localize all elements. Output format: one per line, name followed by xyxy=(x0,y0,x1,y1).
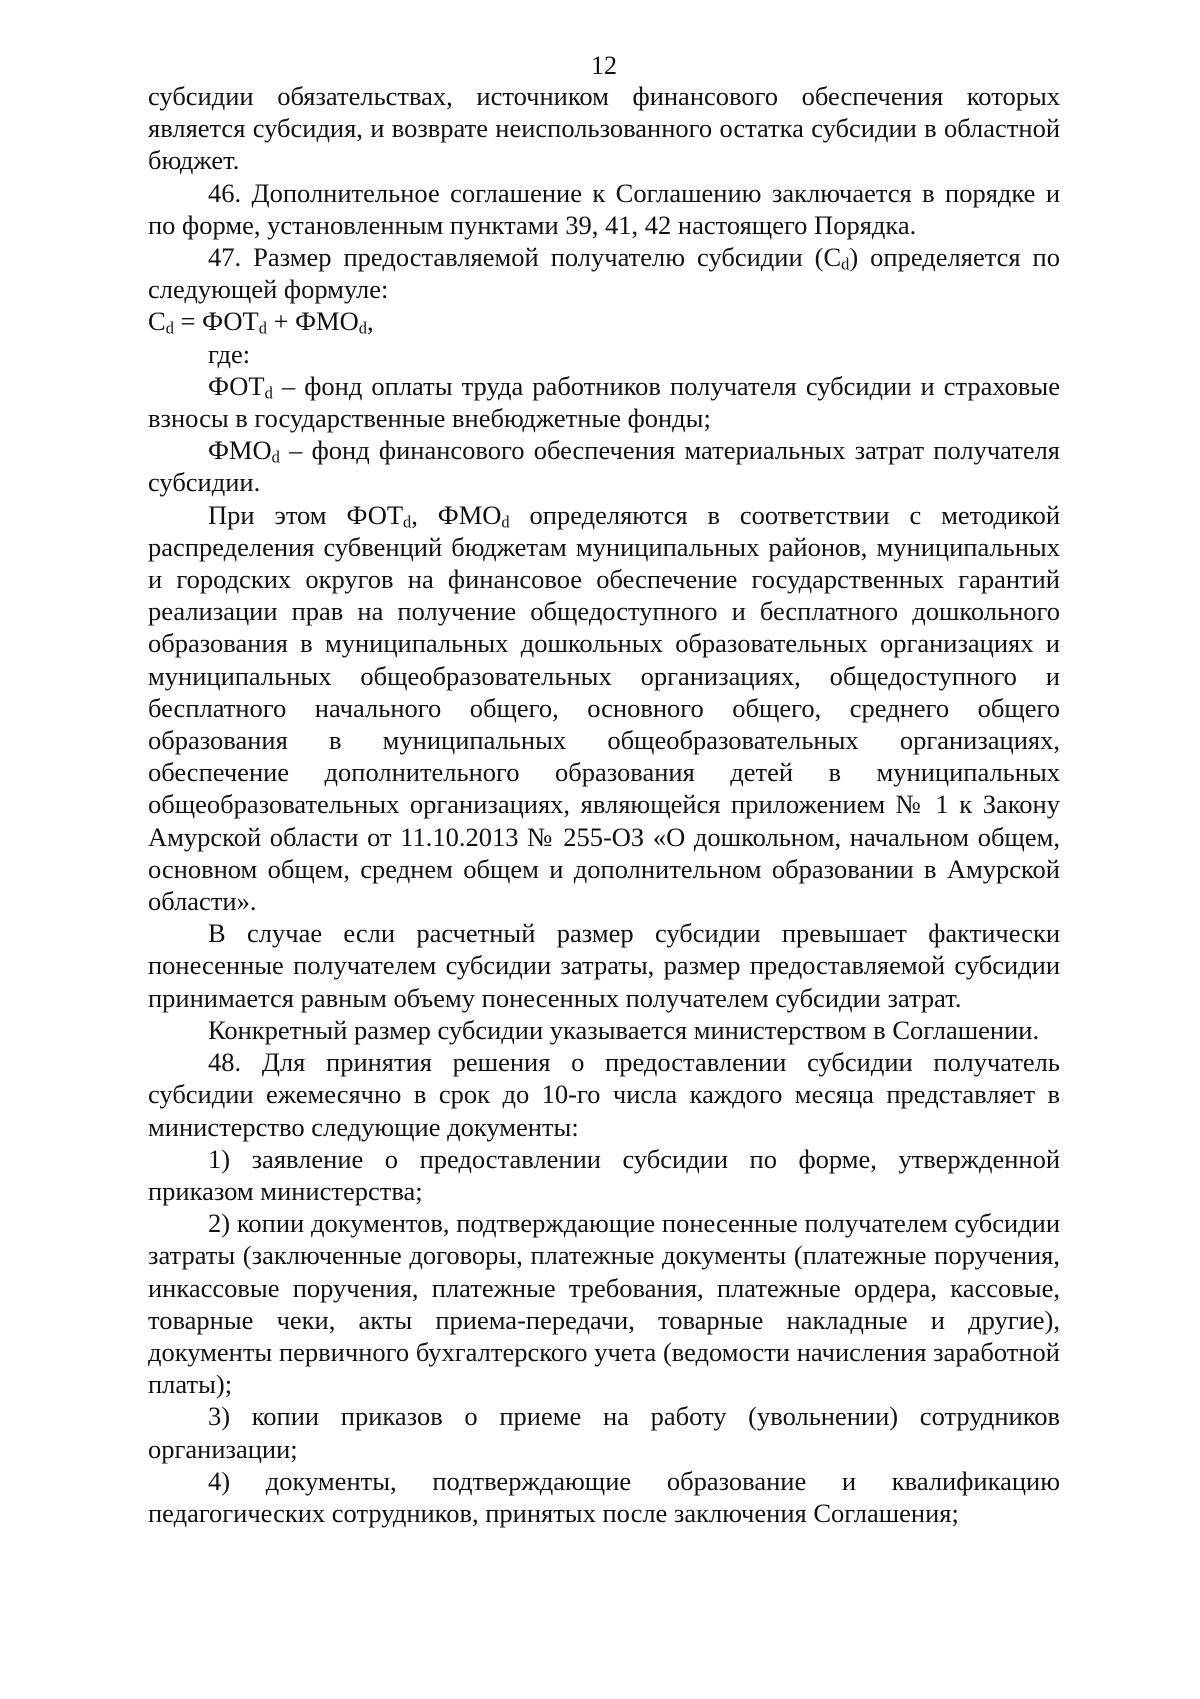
list-item-1: 1) заявление о предоставлении субсидии по форме, утвержденной приказом министерства; xyxy=(148,1143,1060,1206)
paragraph-specific-amount: Конкретный размер субсидии указывается министерством в Соглашении. xyxy=(208,1014,1040,1045)
paragraph-continuation: субсидии обязательствах, источником финансового обеспечения которых является субсидия, и возврате неиспользованного остатка субсидии в областной бюджет. xyxy=(148,81,1060,176)
definition-fot: $ФОТ_d$ – фонд оплаты труда работников получателя субсидии и страховые взносы в государственные внебюджетные фонды; xyxy=(148,370,1060,434)
formula: $C_d = ФОТ_d + ФМО_d$, xyxy=(148,306,374,339)
formula-where: где: xyxy=(208,338,251,369)
list-item-4: 4) документы, подтверждающие образование и квалификацию педагогических сотрудников, принятых после заключения Соглашения; xyxy=(148,1465,1060,1528)
paragraph-excess-case: В случае если расчетный размер субсидии превышает фактически понесенные получателем субсидии затраты, размер предоставляемой субсидии принимается равным объему понесенных получателем субсидии затрат. xyxy=(148,918,1060,1013)
paragraph-47: 47. Размер предоставляемой получателю субсидии $(C_d)$ определяется по следующей формуле: xyxy=(148,242,1060,305)
document-page xyxy=(148,52,1060,1529)
paragraph-methodology: При этом $ФОТ_d$, $ФМО_d$ определяются в соответствии с методикой распределения субвенций бюджетам муниципальных районов, муниципальных и городских округов на финансовое обеспечение государственных гарантий реализации прав на получение общедоступного и бесплатного дошкольного образования в муниципальных дошкольных образовательных организациях и муниципальных общеобразовательных организациях, общедоступного и бесплатного начального общего, основного общего, среднего общего образования в муниципальных общеобразовательных организациях, обеспечение дополнительного образования детей в муниципальных общеобразовательных организациях, являющейся приложением № 1 к Закону Амурской области от 11.10.2013 № 255-ОЗ «О дошкольном, начальном общем, основном общем, среднем общем и дополнительном образовании в Амурской области». xyxy=(148,499,1060,917)
page-number: 12 xyxy=(591,51,617,80)
paragraph-46: 46. Дополнительное соглашение к Соглашению заключается в порядке и по форме, установленным пунктами 39, 41, 42 настоящего Порядка. xyxy=(148,177,1060,240)
definition-fmo: $ФМО_d$ – фонд финансового обеспечения материальных затрат получателя субсидии. xyxy=(148,435,1060,498)
list-item-2: 2) копии документов, подтверждающие понесенные получателем субсидии затраты (заключенные договоры, платежные документы (платежные поручения, инкассовые поручения, платежные требования, платежные ордера, кассовые, товарные чеки, акты приема-передачи, товарные накладные и другие), документы первичного бухгалтерского учета (ведомости начисления заработной платы); xyxy=(148,1208,1060,1400)
paragraph-48: 48. Для принятия решения о предоставлении субсидии получатель субсидии ежемесячно в срок до 10-го числа каждого месяца представляет в министерство следующие документы: xyxy=(148,1047,1060,1142)
list-item-3: 3) копии приказов о приеме на работу (увольнении) сотрудников организации; xyxy=(148,1401,1060,1464)
